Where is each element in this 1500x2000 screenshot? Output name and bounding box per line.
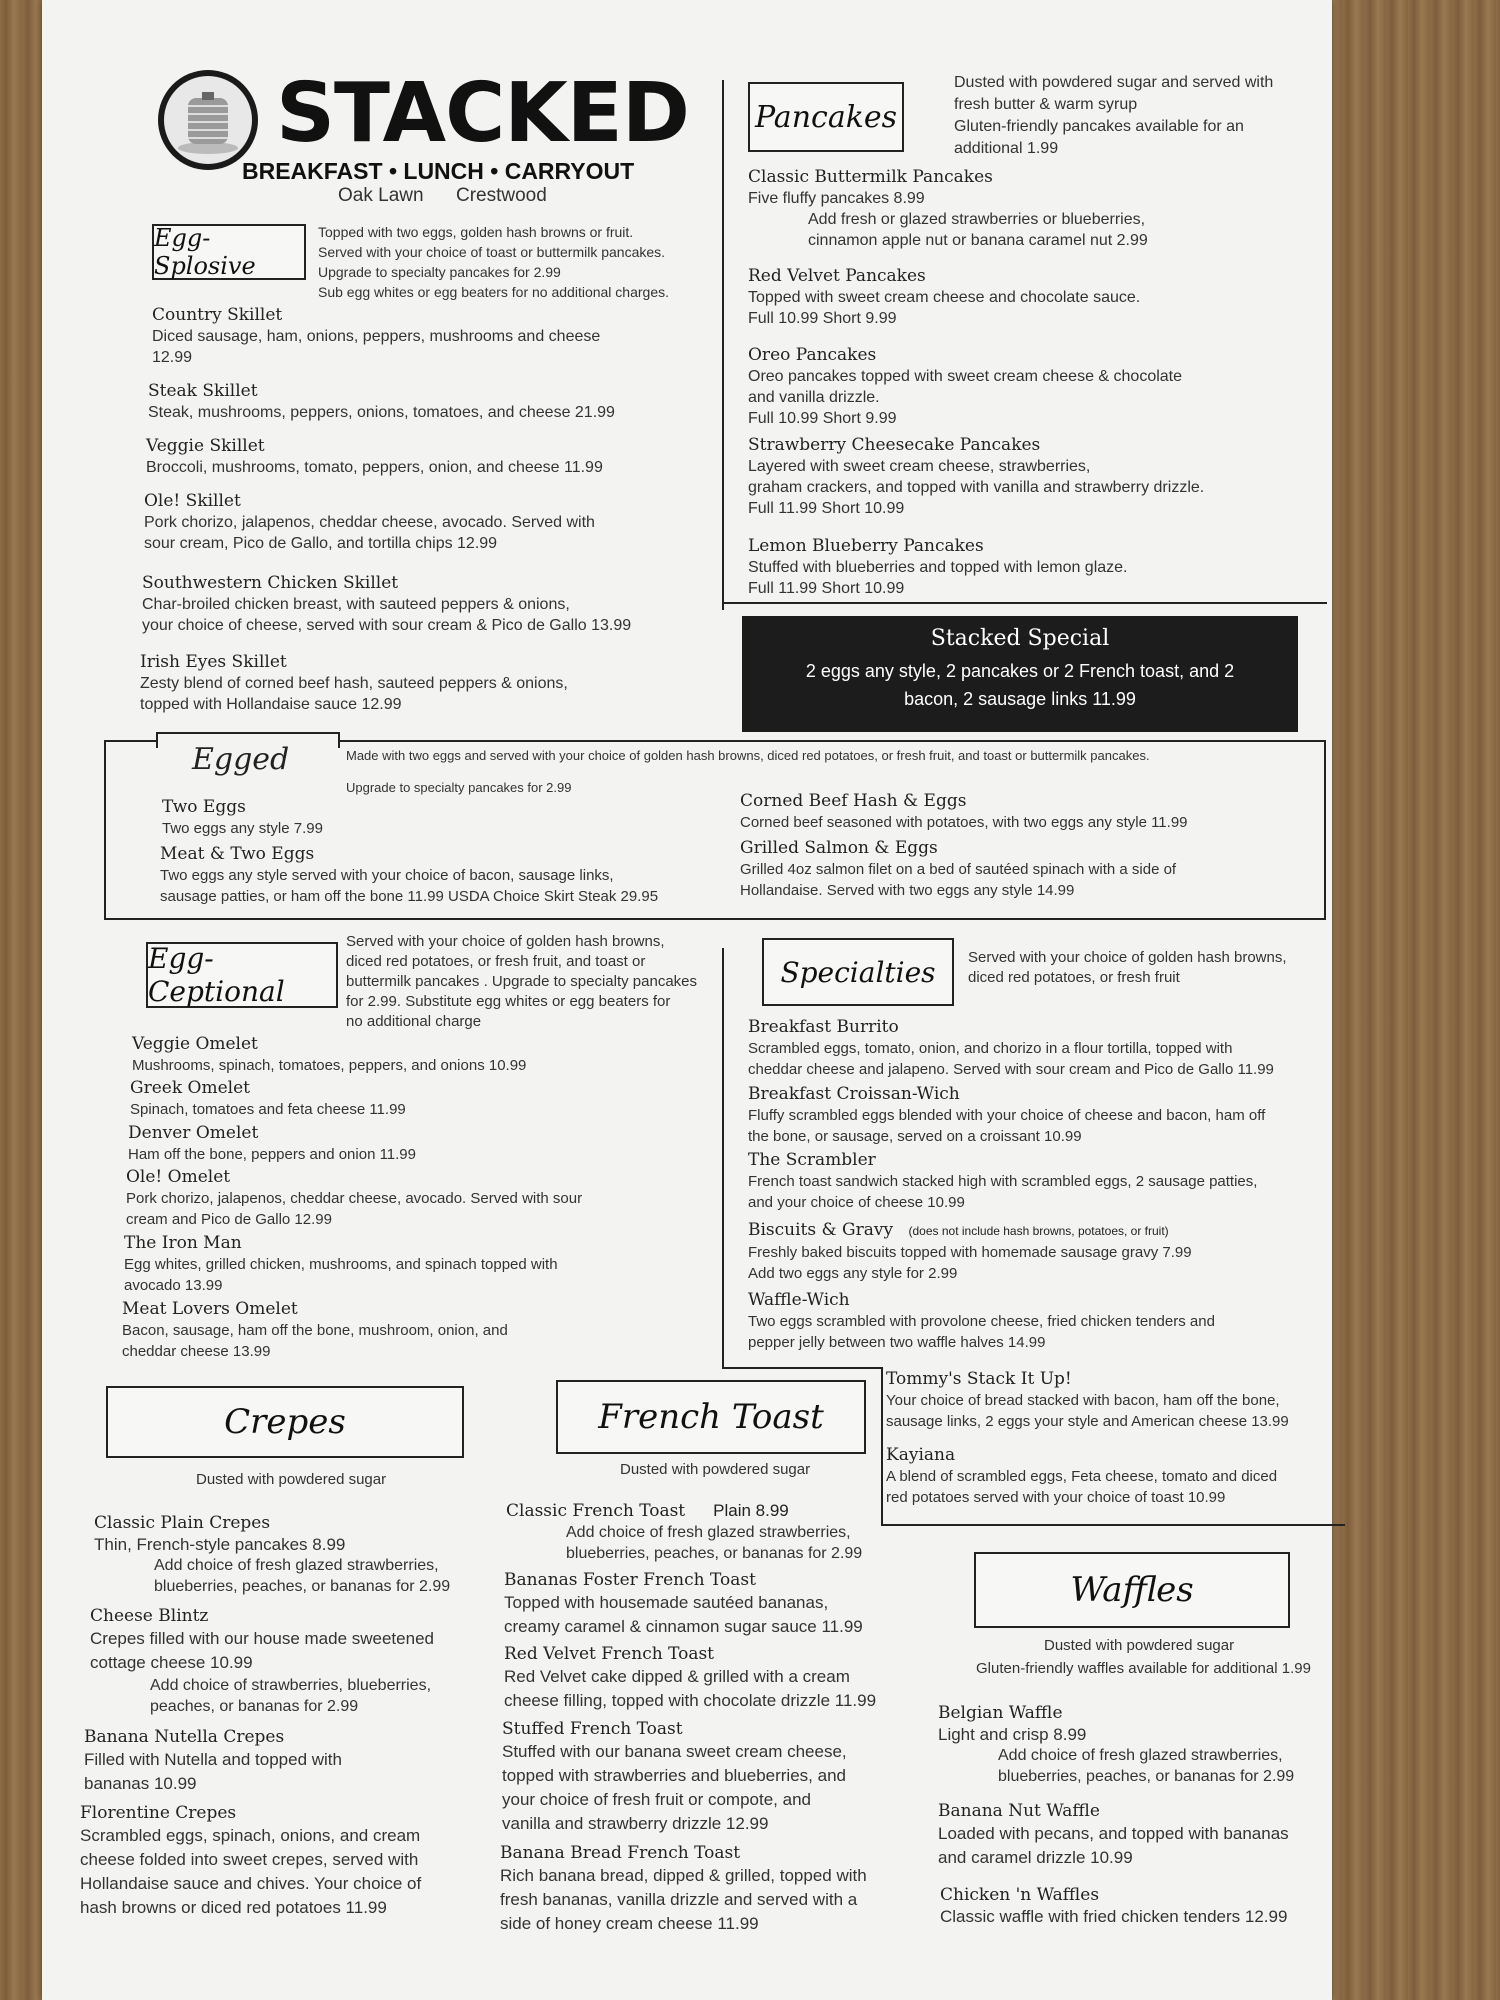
item-name: The Scrambler [748, 1150, 876, 1170]
menu-item-cheese-blintz [90, 1605, 434, 1717]
menu-item-classic-french-toast [506, 1500, 862, 1564]
menu-item-red-velvet-french-toast [504, 1643, 876, 1713]
item-name: Classic Plain Crepes [94, 1513, 271, 1533]
item-addon: Add choice of strawberries, blueberries, peaches, or bananas for 2.99 [150, 1677, 432, 1715]
item-name: Breakfast Burrito [748, 1017, 899, 1037]
divider-vertical-specialties [722, 948, 724, 1368]
logo-badge [158, 70, 258, 170]
item-desc: Scrambled eggs, tomato, onion, and chorizo in a flour tortilla, topped with cheddar cheese and jalapeno. Served with sour cream and Pico de Gallo 11.99 [748, 1040, 1274, 1078]
menu-item-florentine-crepes [80, 1802, 421, 1920]
item-name: Meat Lovers Omelet [122, 1299, 298, 1319]
menu-item-banana-nutella-crepes [84, 1726, 342, 1796]
item-desc: Red Velvet cake dipped & grilled with a cream cheese filling, topped with chocolate drizzle 11.99 [504, 1667, 877, 1710]
item-name: Veggie Skillet [146, 436, 265, 456]
item-name: Chicken 'n Waffles [940, 1885, 1100, 1905]
menu-item-country-skillet [152, 304, 600, 368]
menu-item-denver-omelet [128, 1122, 416, 1165]
item-desc: Freshly baked biscuits topped with homemade sausage gravy 7.99 Add two eggs any style for 2.99 [748, 1244, 1192, 1282]
item-name: Red Velvet French Toast [504, 1644, 715, 1664]
menu-item-two-eggs [162, 796, 323, 839]
menu-item-kayiana [886, 1444, 1277, 1508]
divider-horizontal-pancakes [722, 602, 1327, 604]
item-desc: Topped with housemade sautéed bananas, creamy caramel & cinnamon sugar sauce 11.99 [504, 1593, 863, 1636]
menu-item-banana-bread-french-toast [500, 1842, 867, 1936]
item-desc: Diced sausage, ham, onions, peppers, mushrooms and cheese 12.99 [152, 328, 601, 366]
divider-vertical-top [722, 80, 724, 610]
item-desc: Crepes filled with our house made sweetened cottage cheese 10.99 [90, 1629, 434, 1672]
menu-item-classic-plain-crepes [94, 1512, 450, 1597]
divider-vertical-tommy [881, 1367, 883, 1525]
menu-item-breakfast-burrito [748, 1016, 1274, 1080]
item-name: Two Eggs [162, 797, 246, 817]
pancake-stack-icon [158, 70, 258, 170]
egged-heading: Egged [192, 742, 290, 777]
item-desc: Light and crisp 8.99 [938, 1725, 1087, 1744]
item-desc: Broccoli, mushrooms, tomato, peppers, onion, and cheese 11.99 [146, 459, 603, 476]
item-desc: Corned beef seasoned with potatoes, with two eggs any style 11.99 [740, 814, 1188, 831]
divider-horizontal-specialties [722, 1367, 882, 1369]
item-desc: Pork chorizo, jalapenos, cheddar cheese, avocado. Served with sour cream and Pico de Gallo 12.99 [126, 1190, 583, 1228]
item-desc: Mushrooms, spinach, tomatoes, peppers, and onions 10.99 [132, 1057, 527, 1074]
item-desc: Thin, French-style pancakes 8.99 [94, 1535, 346, 1554]
item-addon: Add choice of fresh glazed strawberries, blueberries, peaches, or bananas for 2.99 [566, 1524, 863, 1562]
crepes-note: Dusted with powdered sugar [196, 1471, 387, 1488]
item-name: The Iron Man [124, 1233, 242, 1253]
item-name: Banana Nutella Crepes [84, 1727, 285, 1747]
item-name [506, 1500, 862, 1522]
item-extra: (does not include hash browns, potatoes, or fruit) [908, 1224, 1169, 1238]
menu-item-meat-lovers-omelet [122, 1298, 508, 1362]
stacked-special-title: Stacked Special [930, 626, 1110, 651]
item-desc: Egg whites, grilled chicken, mushrooms, and spinach topped with avocado 13.99 [124, 1256, 558, 1294]
item-name: Oreo Pancakes [748, 345, 877, 365]
item-desc: Two eggs scrambled with provolone cheese, fried chicken tenders and pepper jelly between two waffle halves 14.99 [748, 1313, 1215, 1351]
specialties-heading: Specialties [762, 938, 954, 1006]
item-desc: Fluffy scrambled eggs blended with your choice of cheese and bacon, ham off the bone, or sausage, served on a croissant 10.99 [748, 1107, 1266, 1145]
item-name: Bananas Foster French Toast [504, 1570, 756, 1590]
menu-item-biscuits-gravy [748, 1219, 1192, 1284]
item-desc: Classic waffle with fried chicken tenders 12.99 [940, 1907, 1288, 1926]
item-desc: Bacon, sausage, ham off the bone, mushroom, onion, and cheddar cheese 13.99 [122, 1322, 508, 1360]
menu-item-greek-omelet [130, 1077, 406, 1120]
item-name: Florentine Crepes [80, 1803, 237, 1823]
item-addon: Add choice of fresh glazed strawberries, blueberries, peaches, or bananas for 2.99 [998, 1747, 1295, 1785]
menu-item-oreo-pancakes [748, 344, 1182, 429]
menu-item-banana-nut-waffle [938, 1800, 1289, 1870]
item-name: Country Skillet [152, 305, 283, 325]
pancakes-heading: Pancakes [748, 82, 904, 152]
menu-item-waffle-wich [748, 1289, 1215, 1353]
item-addon: Add fresh or glazed strawberries or blueberries, cinnamon apple nut or banana caramel nut 2.99 [808, 211, 1148, 249]
item-desc: Char-broiled chicken breast, with sauteed peppers & onions, your choice of cheese, served with sour cream & Pico de Gallo 13.99 [142, 596, 632, 634]
item-name: Corned Beef Hash & Eggs [740, 791, 967, 811]
item-name: Steak Skillet [148, 381, 258, 401]
item-name: Red Velvet Pancakes [748, 266, 926, 286]
item-name: Classic Buttermilk Pancakes [748, 167, 993, 187]
stacked-special-desc: 2 eggs any style, 2 pancakes or 2 French toast, and 2 bacon, 2 sausage links 11.99 [805, 661, 1235, 709]
item-desc: Filled with Nutella and topped with bananas 10.99 [84, 1750, 342, 1793]
item-name [748, 1219, 1192, 1242]
item-desc: Two eggs any style 7.99 [162, 820, 323, 837]
item-desc: Oreo pancakes topped with sweet cream cheese & chocolate and vanilla drizzle. Full 10.99 Short 9.99 [748, 368, 1183, 427]
item-desc: A blend of scrambled eggs, Feta cheese, tomato and diced red potatoes served with your choice of toast 10.99 [886, 1468, 1278, 1506]
crepes-heading: Crepes [106, 1386, 464, 1458]
item-name: Tommy's Stack It Up! [886, 1369, 1072, 1389]
menu-item-corned-beef-hash-eggs [740, 790, 1188, 833]
item-name: Stuffed French Toast [502, 1719, 683, 1739]
item-desc: Pork chorizo, jalapenos, cheddar cheese, avocado. Served with sour cream, Pico de Gallo, and tortilla chips 12.99 [144, 514, 595, 552]
menu-item-veggie-omelet [132, 1033, 526, 1076]
menu-item-steak-skillet [148, 380, 615, 423]
item-name: Banana Nut Waffle [938, 1801, 1100, 1821]
item-name: Greek Omelet [130, 1078, 250, 1098]
item-price: Plain 8.99 [713, 1501, 789, 1520]
menu-item-southwestern-chicken-skillet [142, 572, 631, 636]
item-desc: Your choice of bread stacked with bacon, ham off the bone, sausage links, 2 eggs your style and American cheese 13.99 [886, 1392, 1289, 1430]
french-toast-note: Dusted with powdered sugar [620, 1461, 811, 1478]
menu-item-bananas-foster-french-toast [504, 1569, 863, 1639]
location-crestwood: Crestwood [456, 185, 547, 206]
menu-item-strawberry-cheesecake-pancakes [748, 434, 1204, 519]
menu-item-chicken-n-waffles [940, 1884, 1287, 1927]
waffles-note: Dusted with powdered sugar [1044, 1637, 1235, 1654]
egg-ceptional-heading: Egg-Ceptional [146, 942, 338, 1008]
menu-item-iron-man [124, 1232, 558, 1296]
item-desc: Ham off the bone, peppers and onion 11.99 [128, 1146, 416, 1163]
menu-item-belgian-waffle [938, 1702, 1294, 1787]
egg-splosive-heading: Egg-Splosive [152, 224, 306, 280]
item-desc: Rich banana bread, dipped & grilled, topped with fresh bananas, vanilla drizzle and served with a side of honey cream cheese 11.99 [500, 1866, 867, 1933]
menu-item-grilled-salmon-eggs [740, 837, 1176, 901]
item-name: Waffle-Wich [748, 1290, 850, 1310]
divider-horizontal-waffles [881, 1524, 1345, 1526]
item-name: Southwestern Chicken Skillet [142, 573, 399, 593]
item-name: Cheese Blintz [90, 1606, 209, 1626]
item-name: Denver Omelet [128, 1123, 259, 1143]
egg-splosive-note: Topped with two eggs, golden hash browns or fruit. Served with your choice of toast or buttermilk pancakes. Upgrade to specialty pancakes for 2.99 Sub egg whites or egg beaters for no additional charges. [318, 224, 670, 300]
restaurant-title: STACKED [276, 66, 689, 161]
item-name: Grilled Salmon & Eggs [740, 838, 938, 858]
egg-ceptional-note: Served with your choice of golden hash browns, diced red potatoes, or fresh fruit, and toast or buttermilk pancakes . Upgrade to specialty pancakes for 2.99. Substitute egg whites or egg beaters for no additional charge [346, 933, 698, 1030]
menu-item-red-velvet-pancakes [748, 265, 1140, 329]
menu-item-classic-buttermilk-pancakes [748, 166, 1148, 251]
item-name: Veggie Omelet [132, 1034, 258, 1054]
item-name-text: Biscuits & Gravy [748, 1220, 894, 1240]
menu-item-ole-skillet [144, 490, 595, 554]
menu-item-stuffed-french-toast [502, 1718, 847, 1836]
item-desc: Layered with sweet cream cheese, strawberries, graham crackers, and topped with vanilla and strawberry drizzle. Full 11.99 Short 10.99 [748, 458, 1205, 517]
item-name: Meat & Two Eggs [160, 844, 315, 864]
location-oak-lawn: Oak Lawn [338, 185, 424, 206]
menu-item-breakfast-croissan-wich [748, 1083, 1265, 1147]
menu-item-irish-eyes-skillet [140, 651, 568, 715]
item-name: Ole! Omelet [126, 1167, 231, 1187]
item-addon: Add choice of fresh glazed strawberries, blueberries, peaches, or bananas for 2.99 [154, 1557, 451, 1595]
item-desc: Scrambled eggs, spinach, onions, and cream cheese folded into sweet crepes, served with Hollandaise sauce and chives. Your choice of hash browns or diced red potatoes 11.99 [80, 1826, 422, 1917]
item-desc: Loaded with pecans, and topped with bananas and caramel drizzle 10.99 [938, 1824, 1289, 1867]
item-desc: Zesty blend of corned beef hash, sauteed peppers & onions, topped with Hollandaise sauce 12.99 [140, 675, 568, 713]
item-name-text: Classic French Toast [506, 1501, 686, 1521]
waffles-note-gluten: Gluten-friendly waffles available for additional 1.99 [976, 1660, 1311, 1677]
item-name: Lemon Blueberry Pancakes [748, 536, 984, 556]
item-desc: Five fluffy pancakes 8.99 [748, 190, 925, 207]
item-name: Banana Bread French Toast [500, 1843, 741, 1863]
menu-item-veggie-skillet [146, 435, 603, 478]
item-desc: Stuffed with our banana sweet cream cheese, topped with strawberries and blueberries, and your choice of fresh fruit or compote, and vanilla and strawberry drizzle 12.99 [502, 1742, 847, 1833]
waffles-heading: Waffles [974, 1552, 1290, 1628]
item-desc: Topped with sweet cream cheese and chocolate sauce. Full 10.99 Short 9.99 [748, 289, 1141, 327]
stacked-special-banner [742, 616, 1298, 732]
item-name: Breakfast Croissan-Wich [748, 1084, 960, 1104]
item-desc: Grilled 4oz salmon filet on a bed of sautéed spinach with a side of Hollandaise. Served with two eggs any style 14.99 [740, 861, 1177, 899]
french-toast-heading: French Toast [556, 1380, 866, 1454]
item-desc: Two eggs any style served with your choice of bacon, sausage links, sausage patties, or ham off the bone 11.99 USDA Choice Skirt Steak 29.95 [160, 867, 659, 905]
item-name: Strawberry Cheesecake Pancakes [748, 435, 1041, 455]
item-name: Irish Eyes Skillet [140, 652, 287, 672]
menu-item-tommys-stack-it-up [886, 1368, 1289, 1432]
item-name: Ole! Skillet [144, 491, 241, 511]
egged-note-upgrade: Upgrade to specialty pancakes for 2.99 [346, 780, 572, 795]
menu-item-ole-omelet [126, 1166, 582, 1230]
menu-item-the-scrambler [748, 1149, 1257, 1213]
item-name: Kayiana [886, 1445, 956, 1465]
item-desc: French toast sandwich stacked high with scrambled eggs, 2 sausage patties, and your choice of cheese 10.99 [748, 1173, 1258, 1211]
pancakes-note: Dusted with powdered sugar and served with fresh butter & warm syrup Gluten-friendly pancakes available for an additional 1.99 [954, 74, 1274, 157]
egged-note: Made with two eggs and served with your choice of golden hash browns, diced red potatoes, or fresh fruit, and toast or buttermilk pancakes. [346, 748, 1150, 763]
specialties-note: Served with your choice of golden hash browns, diced red potatoes, or fresh fruit [968, 949, 1287, 986]
menu-item-lemon-blueberry-pancakes [748, 535, 1128, 599]
item-desc: Stuffed with blueberries and topped with lemon glaze. Full 11.99 Short 10.99 [748, 559, 1128, 597]
menu-item-meat-two-eggs [160, 843, 658, 907]
item-desc: Spinach, tomatoes and feta cheese 11.99 [130, 1101, 406, 1118]
item-name: Belgian Waffle [938, 1703, 1063, 1723]
item-desc: Steak, mushrooms, peppers, onions, tomatoes, and cheese 21.99 [148, 404, 615, 421]
tagline: BREAKFAST • LUNCH • CARRYOUT [242, 158, 635, 184]
